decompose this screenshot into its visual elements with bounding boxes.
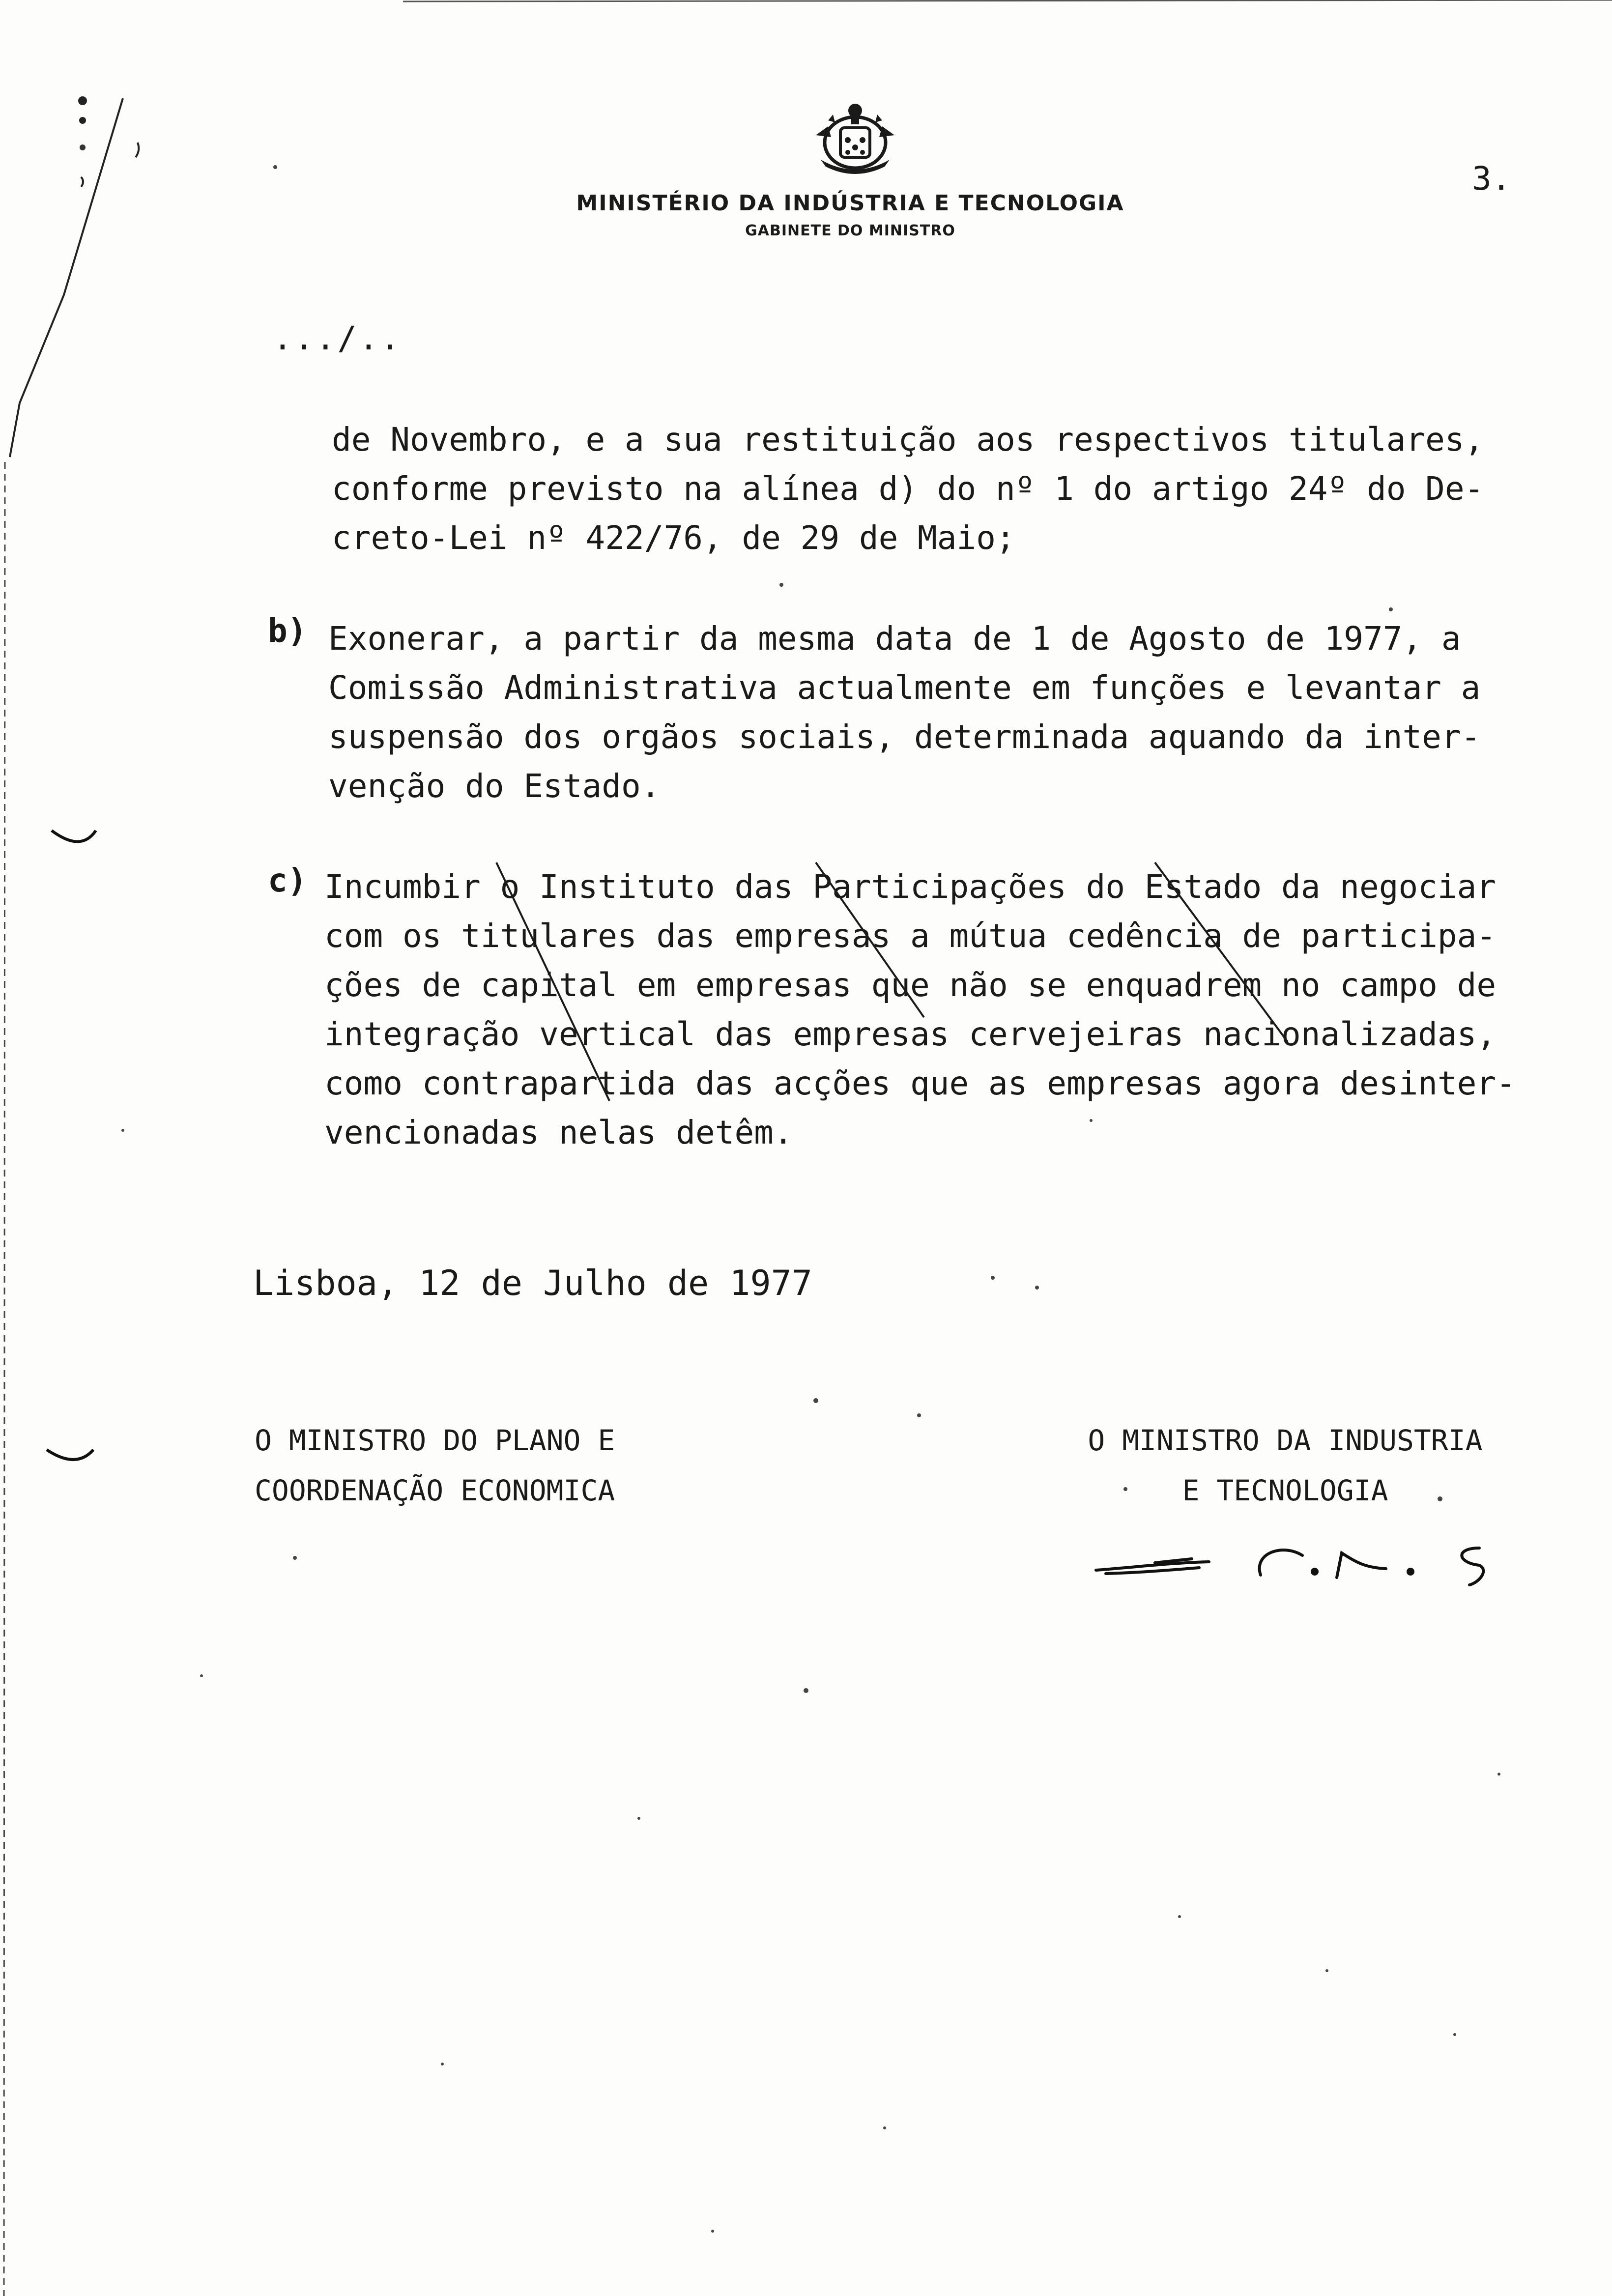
item-b-marker: b) [268, 612, 307, 650]
ministry-heading: MINISTÉRIO DA INDÚSTRIA E TECNOLOGIA [576, 191, 1124, 216]
paragraph-line: conforme previsto na alínea d) do nº 1 do artigo 24º do De- [332, 470, 1484, 508]
place-date: Lisboa, 12 de Julho de 1977 [253, 1263, 812, 1303]
paragraph-line: venção do Estado. [328, 767, 661, 805]
paragraph-line: creto-Lei nº 422/76, de 29 de Maio; [332, 519, 1015, 557]
paragraph-line: ções de capital em empresas que não se enquadrem no campo de [324, 966, 1497, 1004]
paragraph-line: de Novembro, e a sua restituição aos respectivos titulares, [332, 421, 1484, 459]
paragraph-line: Comissão Administrativa actualmente em funções e levantar a [328, 669, 1481, 707]
signatory-right-line: E TECNOLOGIA [1182, 1474, 1388, 1507]
signatory-left-line: COORDENAÇÃO ECONOMICA [255, 1474, 615, 1507]
paragraph-line: suspensão dos orgãos sociais, determinada aquando da inter- [328, 718, 1481, 756]
item-c-marker: c) [268, 861, 307, 899]
continuation-mark: .../.. [273, 319, 402, 357]
paragraph-line: Exonerar, a partir da mesma data de 1 de Agosto de 1977, a [328, 620, 1461, 658]
signatory-left-line: O MINISTRO DO PLANO E [255, 1424, 615, 1457]
paragraph-line: Incumbir o Instituto das Participações do Estado da negociar [324, 868, 1497, 906]
paragraph-line: vencionadas nelas detêm. [324, 1114, 793, 1151]
cabinet-subheading: GABINETE DO MINISTRO [745, 222, 955, 239]
paragraph-line: como contrapartida das acções que as empresas agora desinter- [324, 1064, 1516, 1102]
signatory-right-line: O MINISTRO DA INDUSTRIA [1088, 1424, 1483, 1457]
page-number: 3. [1472, 160, 1511, 198]
paragraph-line: integração vertical das empresas cervejeiras nacionalizadas, [324, 1015, 1497, 1053]
paragraph-line: com os titulares das empresas a mútua cedência de participa- [324, 917, 1497, 955]
